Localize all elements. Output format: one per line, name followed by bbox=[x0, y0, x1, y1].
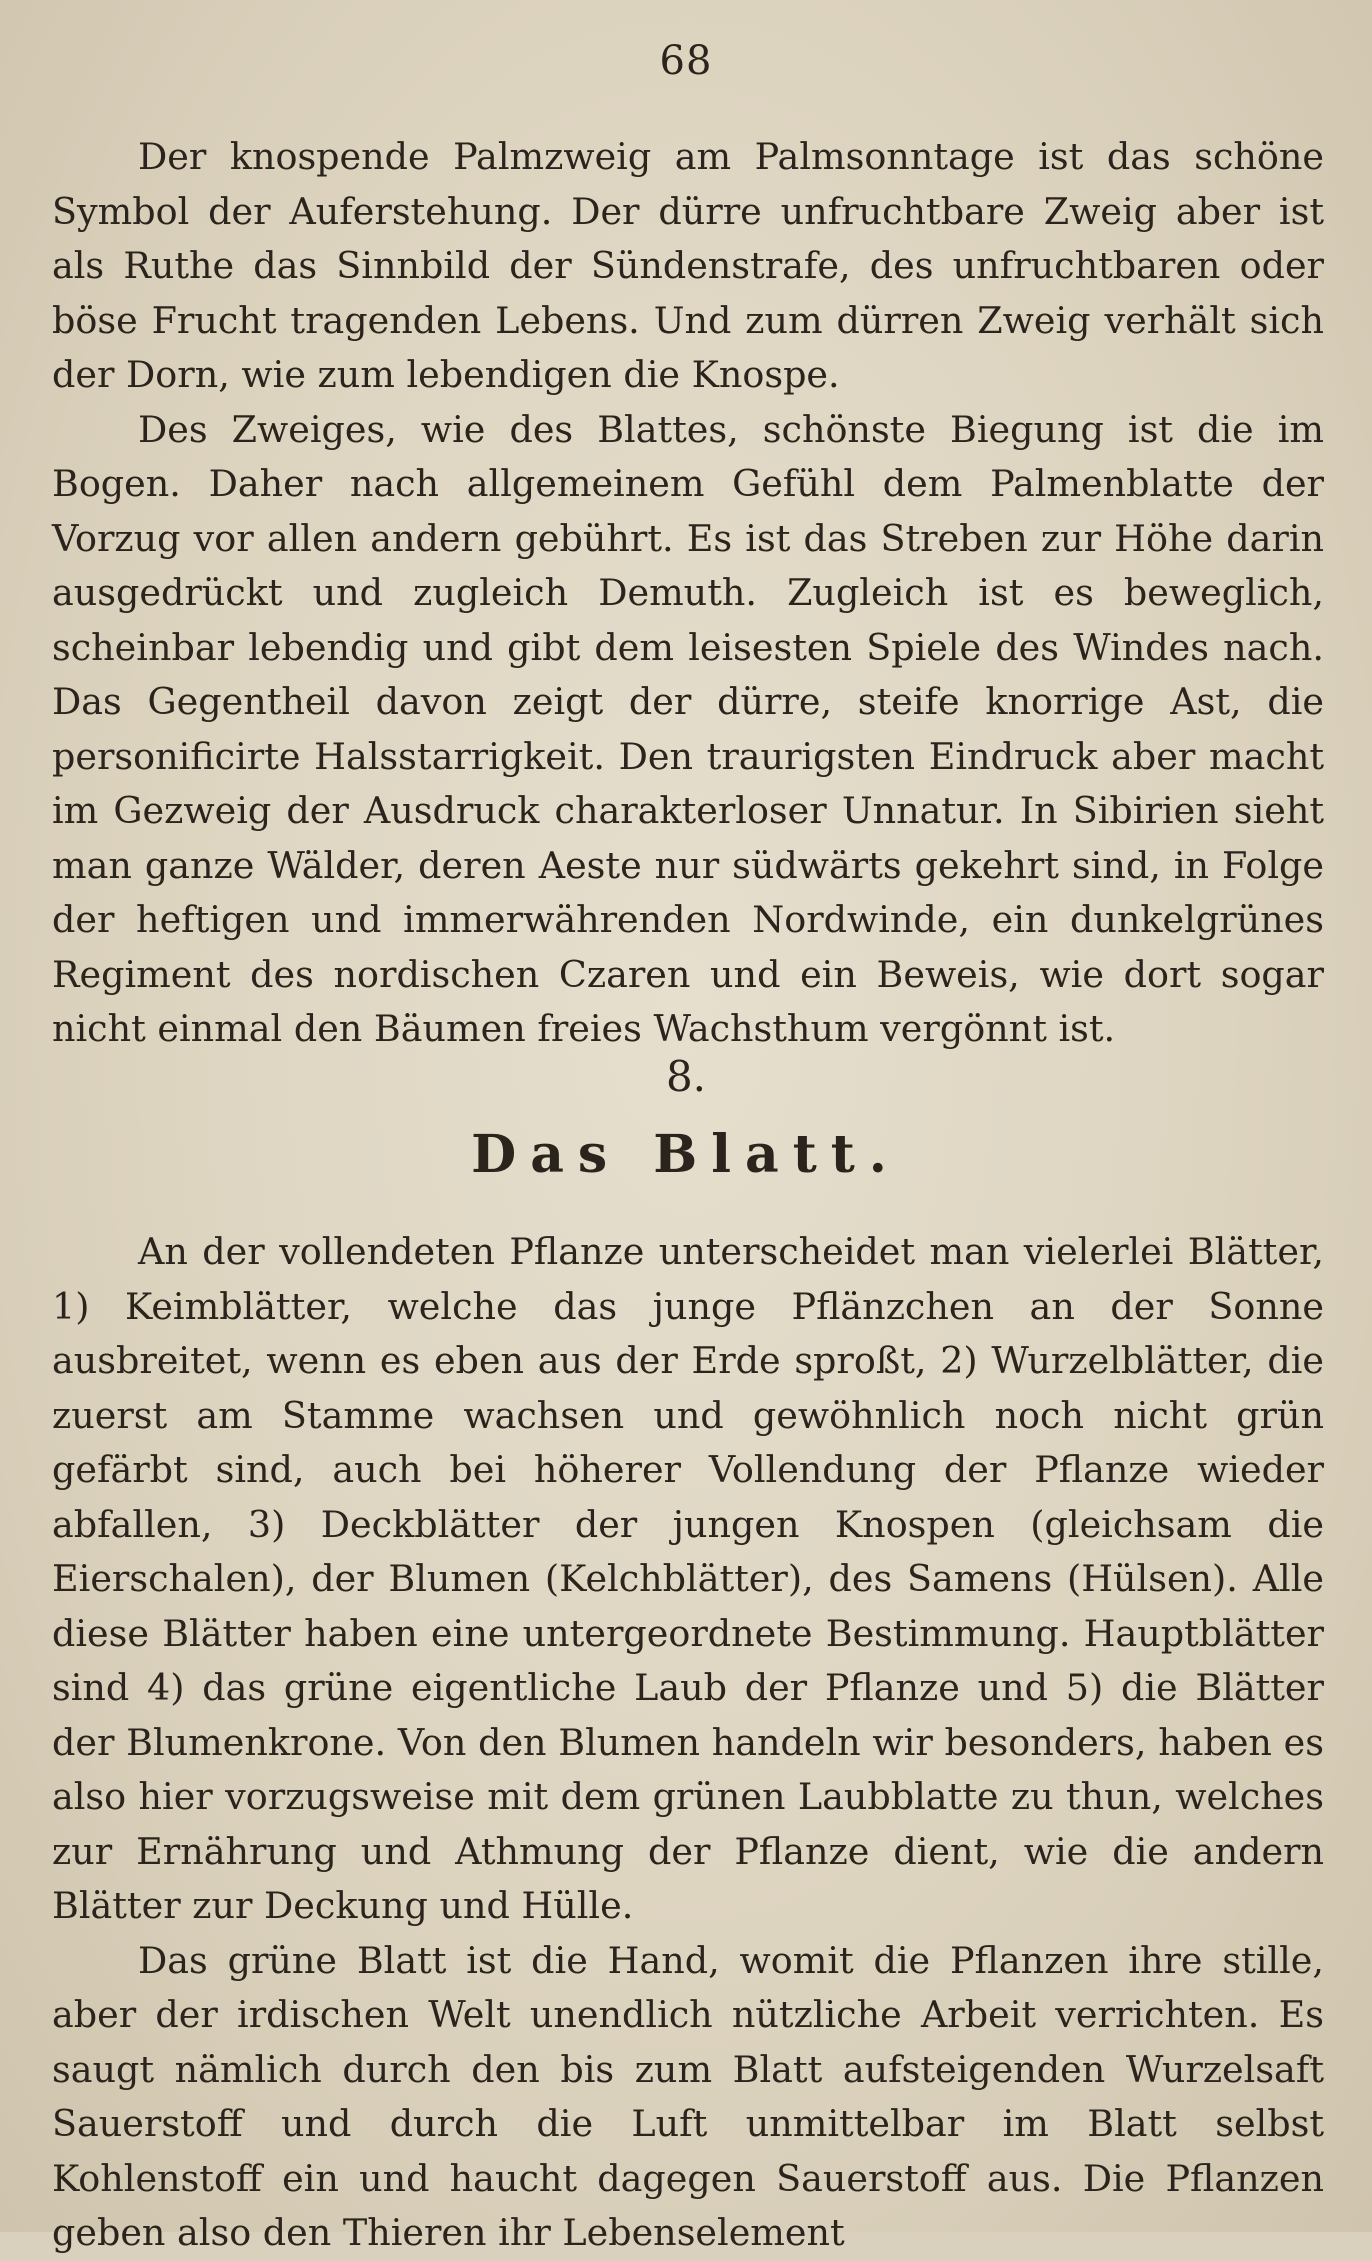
paragraph: Der knospende Palmzweig am Palmsonntage ist das schöne Symbol der Auferstehung. Der dürre unfruchtbare Zweig aber ist als Ruthe das Sinnbild der Sündenstrafe, des unfruchtbaren oder böse Frucht tragenden Lebens. Und zum dürren Zweig verhält sich der Dorn, wie zum lebendigen die Knospe. bbox=[52, 135, 1324, 396]
paragraph: An der vollendeten Pflanze unterscheidet man vielerlei Blätter, 1) Keimblätter, welche das junge Pflänzchen an der Sonne ausbreitet, wenn es eben aus der Erde sproßt, 2) Wurzelblätter, die zuerst am Stamme wachsen und gewöhnlich noch nicht grün gefärbt sind, auch bei höherer Vollendung der Pflanze wieder abfallen, 3) Deckblätter der jungen Knospen (gleichsam die Eierschalen), der Blumen (Kelchblätter), des Samens (Hülsen). Alle diese Blätter haben eine untergeordnete Bestimmung. Hauptblätter sind 4) das grüne eigentliche Laub der Pflanze und 5) die Blätter der Blumenkrone. Von den Blumen handeln wir besonders, haben es also hier vorzugsweise mit dem grünen Laubblatte zu thun, welches zur Ernährung und Athmung der Pflanze dient, wie die andern Blätter zur Deckung und Hülle. bbox=[52, 1230, 1324, 1927]
section-number: 8. bbox=[665, 1052, 707, 1101]
paragraph: Das grüne Blatt ist die Hand, womit die Pflanzen ihre stille, aber der irdischen Welt unendlich nützliche Arbeit verrichten. Es saugt nämlich durch den bis zum Blatt aufsteigenden Wurzelsaft Sauerstoff und durch die Luft unmittelbar im Blatt selbst Kohlenstoff ein und haucht dagegen Sauerstoff aus. Die Pflanzen geben also den Thieren ihr Lebenselement bbox=[52, 1938, 1324, 2254]
page-number: 68 bbox=[659, 38, 713, 84]
section-text bbox=[52, 1225, 1324, 2261]
section-title: Das Blatt. bbox=[471, 1124, 901, 1185]
paragraph: Des Zweiges, wie des Blattes, schönste Biegung ist die im Bogen. Daher nach allgemeinem Gefühl dem Palmenblatte der Vorzug vor allen andern gebührt. Es ist das Streben zur Höhe darin ausgedrückt und zugleich Demuth. Zugleich ist es beweglich, scheinbar lebendig und gibt dem leisesten Spiele des Windes nach. Das Gegentheil davon zeigt der dürre, steife knorrige Ast, die personificirte Halsstarrigkeit. Den traurigsten Eindruck aber macht im Gezweig der Ausdruck charakterloser Unnatur. In Sibirien sieht man ganze Wälder, deren Aeste nur südwärts gekehrt sind, in Folge der heftigen und immerwährenden Nordwinde, ein dunkelgrünes Regiment des nordischen Czaren und ein Beweis, wie dort sogar nicht einmal den Bäumen freies Wachsthum vergönnt ist. bbox=[52, 407, 1324, 1050]
intro-text bbox=[52, 130, 1324, 1057]
